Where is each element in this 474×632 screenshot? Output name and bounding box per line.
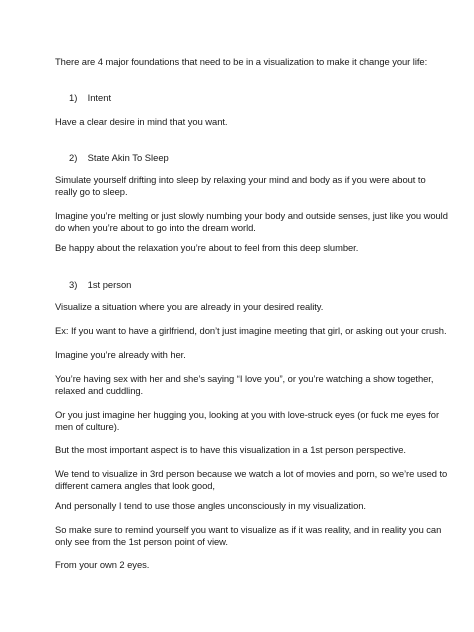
- paragraph-line: Or you just imagine her hugging you, looking at you with love-struck eyes (or fuck me eyes for: [55, 409, 440, 420]
- section-number: 2): [69, 152, 78, 163]
- paragraph-line: Be happy about the relaxation you’re about to feel from this deep slumber.: [55, 242, 359, 253]
- section-title: 1st person: [87, 279, 132, 290]
- paragraph-line: Ex: If you want to have a girlfriend, don’t just imagine meeting that girl, or asking out your crush.: [55, 325, 447, 336]
- paragraph-line: So make sure to remind yourself you want to visualize as if it was reality, and in reality you can: [55, 524, 442, 535]
- section-heading-1st-person: [69, 279, 131, 291]
- intro-text: There are 4 major foundations that need to be in a visualization to make it change your life:: [55, 56, 428, 67]
- section-title: State Akin To Sleep: [87, 152, 169, 163]
- section-heading-state-akin-to-sleep: [69, 152, 169, 164]
- section-heading-intent: [69, 92, 111, 104]
- paragraph-line: do when you’re about to go into the dream world.: [55, 222, 256, 233]
- paragraph-line: Simulate yourself drifting into sleep by relaxing your mind and body as if you were about to: [55, 174, 426, 185]
- paragraph-line: only see from the 1st person point of view.: [55, 536, 228, 547]
- paragraph-line: And personally I tend to use those angles unconsciously in my visualization.: [55, 500, 366, 511]
- paragraph-line: really go to sleep.: [55, 186, 128, 197]
- section-number: 3): [69, 279, 78, 290]
- paragraph-line: Have a clear desire in mind that you want.: [55, 116, 228, 127]
- paragraph-line: From your own 2 eyes.: [55, 559, 150, 570]
- paragraph-line: Imagine you’re melting or just slowly numbing your body and outside senses, just like you would: [55, 210, 448, 221]
- paragraph-line: But the most important aspect is to have this visualization in a 1st person perspective.: [55, 444, 406, 455]
- paragraph-line: different camera angles that look good,: [55, 480, 215, 491]
- paragraph-line: We tend to visualize in 3rd person because we watch a lot of movies and porn, so we’re used to: [55, 468, 448, 479]
- paragraph-line: relaxed and cuddling.: [55, 385, 144, 396]
- paragraph-line: Imagine you’re already with her.: [55, 349, 186, 360]
- paragraph-line: men of culture).: [55, 421, 120, 432]
- paragraph-line: Visualize a situation where you are already in your desired reality.: [55, 301, 324, 312]
- paragraph-line: You’re having sex with her and she’s saying “I love you”, or you’re watching a show together,: [55, 373, 434, 384]
- section-number: 1): [69, 92, 78, 103]
- section-title: Intent: [87, 92, 112, 103]
